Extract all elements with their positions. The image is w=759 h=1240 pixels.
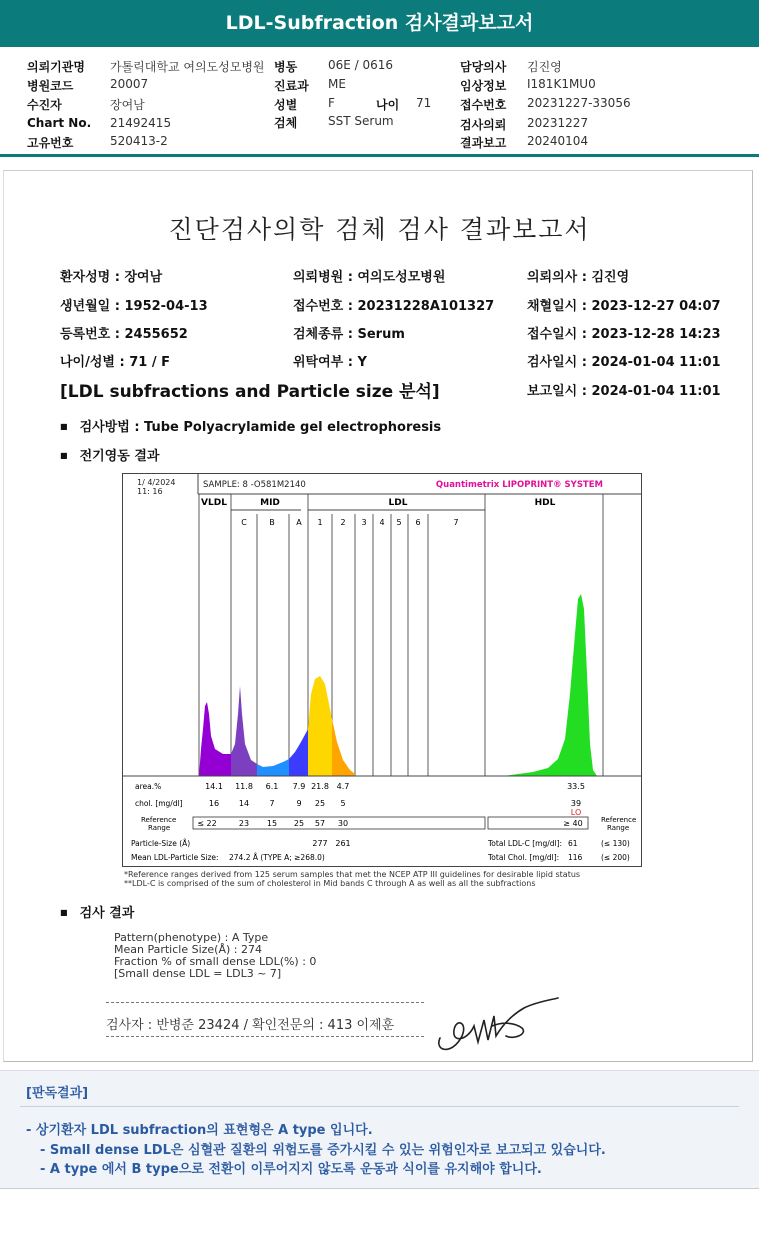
ref-value-vldl: ≤ 22: [197, 819, 217, 828]
result-bullet: [60, 902, 134, 921]
area-value-hdl: 33.5: [567, 782, 585, 791]
area-value-midc: 11.8: [235, 782, 253, 791]
info-received: 접수일시 : 2023-12-28 14:23: [527, 327, 721, 342]
group-ldl: LDL: [388, 498, 408, 508]
band-label-1: 1: [317, 518, 323, 527]
note-line: **LDL-C is comprised of the sum of cholesterol in Mid bands C through A as well as all the subfractions: [124, 879, 536, 888]
info-doctor: 의뢰의사 : 김진영: [527, 270, 630, 285]
chart-sample: SAMPLE: 8 -O581M2140: [203, 480, 306, 490]
group-vldl: VLDL: [201, 498, 227, 508]
band-label-c: C: [241, 518, 247, 527]
ref-value-midc: 23: [238, 819, 250, 828]
header-label: 병원코드: [27, 79, 74, 93]
header-value: 06E / 0616: [328, 58, 394, 72]
method-bullet: [60, 416, 441, 435]
ldl2-peak: [332, 719, 355, 776]
header-label: 담당의사: [460, 60, 507, 74]
band-label-5: 5: [396, 518, 402, 527]
info-patient-name: 환자성명 : 장여남: [60, 270, 163, 285]
header-value: 520413-2: [110, 134, 168, 148]
band-label-b: B: [269, 518, 275, 527]
header-label: 검사의뢰: [460, 118, 507, 132]
page-title: LDL-Subfraction 검사결과보고서: [225, 12, 534, 34]
area-value-midb: 6.1: [265, 782, 279, 791]
result-line: Mean Particle Size(Å) : 274: [114, 943, 262, 956]
chol-value-hdl: 39: [570, 799, 582, 808]
total-chol-ref: (≤ 200): [601, 853, 630, 862]
header-value: SST Serum: [328, 114, 394, 128]
band-label-2: 2: [340, 518, 346, 527]
result-block: [114, 932, 316, 980]
mid-c-peak: [231, 686, 257, 776]
total-ldl-value: 61: [568, 839, 578, 848]
header-value: 장여남: [110, 98, 145, 112]
section-title: [LDL subfractions and Particle size 분석]: [60, 382, 440, 402]
ref-label-right: Reference Range: [601, 816, 637, 832]
header-value: 김진영: [527, 60, 562, 74]
ref-value-ldl1: 57: [314, 819, 326, 828]
judgement-title: [판독결과]: [26, 1086, 89, 1101]
electro-bullet: [60, 445, 159, 464]
document-title: 진단검사의학 검체 검사 결과보고서: [168, 215, 591, 244]
ref-label: Reference Range: [141, 816, 177, 832]
header-label: 접수번호: [460, 98, 507, 112]
total-ldl-ref: (≤ 130): [601, 839, 630, 848]
info-collected: 채혈일시 : 2023-12-27 04:07: [527, 299, 721, 314]
area-value-mida: 7.9: [292, 782, 306, 791]
band-label-7: 7: [453, 518, 459, 527]
info-accession: 접수번호 : 20231228A101327: [293, 299, 495, 314]
chol-value-midb: 7: [269, 799, 275, 808]
header-label: 의뢰기관명: [27, 60, 85, 74]
band-label-a: A: [296, 518, 302, 527]
header-value: 71: [416, 96, 432, 110]
handwritten-signature: [432, 996, 562, 1060]
area-value-ldl2: 4.7: [336, 782, 350, 791]
ref-value-ldl2: 30: [337, 819, 349, 828]
chol-value-vldl: 16: [208, 799, 220, 808]
result-label: 검사 결과: [79, 906, 135, 921]
info-referral: 위탁여부 : Y: [293, 355, 367, 370]
header-label: Chart No.: [27, 116, 92, 130]
header-label: 나이: [376, 98, 400, 112]
particle-size-ldl1: 277: [312, 839, 328, 848]
note-line: *Reference ranges derived from 125 serum samples that met the NCEP ATP III guidelines for desirable lipid status: [124, 870, 581, 879]
chart-notes: [124, 870, 580, 888]
info-reported: 보고일시 : 2024-01-04 11:01: [527, 384, 721, 399]
band-separators: [199, 494, 603, 776]
chol-label: chol. [mg/dl]: [135, 799, 183, 808]
header-value: ME: [328, 77, 346, 91]
group-mid: MID: [260, 498, 280, 508]
info-hospital: 의뢰병원 : 여의도성모병원: [293, 270, 446, 285]
header-label: 고유번호: [27, 136, 74, 150]
signature-divider-top: [106, 1002, 424, 1003]
chol-value-ldl2: 5: [340, 799, 346, 808]
header-value: 20240104: [527, 134, 589, 148]
electrophoresis-svg: [123, 474, 641, 866]
header-label: 수진자: [27, 98, 62, 112]
band-label-4: 4: [379, 518, 385, 527]
lipoprint-chart: [122, 473, 642, 867]
area-value-ldl1: 21.8: [311, 782, 329, 791]
chart-date: 1/ 4/2024: [137, 478, 176, 487]
ref-value-mida: 25: [293, 819, 305, 828]
judgement-line: - A type 에서 B type으로 전환이 이루어지지 않도록 운동과 식이를 유지해야 합니다.: [40, 1162, 542, 1177]
header-value: 20231227-33056: [527, 96, 631, 110]
hdl-peak: [503, 594, 597, 776]
area-value-vldl: 14.1: [205, 782, 223, 791]
header-label: 결과보고: [460, 136, 507, 150]
judgement-line: - 상기환자 LDL subfraction의 표현형은 A type 입니다.: [26, 1123, 373, 1138]
header-label: 검체: [274, 116, 298, 130]
header-value: F: [328, 96, 335, 110]
header-value: I181K1MU0: [527, 77, 596, 91]
method-text: 검사방법 : Tube Polyacrylamide gel electrophoresis: [79, 420, 442, 435]
judgement-divider: [20, 1106, 739, 1107]
header-divider: [0, 154, 759, 157]
header-label: 임상정보: [460, 79, 507, 93]
mid-b-peak: [257, 759, 289, 776]
vldl-peak: [199, 702, 231, 776]
header-info: [0, 48, 759, 152]
header-value: 20007: [110, 77, 149, 91]
report-title-bar: [0, 0, 759, 47]
header-value: 21492415: [110, 116, 172, 130]
total-ldl-label: Total LDL-C [mg/dl]:: [488, 839, 563, 848]
chart-system: Quantimetrix LIPOPRINT® SYSTEM: [435, 480, 603, 490]
total-chol-value: 116: [568, 853, 583, 862]
band-label-6: 6: [415, 518, 421, 527]
group-hdl: HDL: [534, 498, 556, 508]
result-line: Pattern(phenotype) : A Type: [114, 931, 269, 944]
header-label: 진료과: [274, 79, 309, 93]
band-label-3: 3: [361, 518, 367, 527]
header-value: 가톨릭대학교 여의도성모병원: [110, 60, 265, 74]
judgement-line: - Small dense LDL은 심혈관 질환의 위험도를 증가시킬 수 있는 위험인자로 보고되고 있습니다.: [40, 1143, 606, 1158]
result-line: [Small dense LDL = LDL3 ~ 7]: [114, 967, 282, 980]
particle-size-ldl2: 261: [335, 839, 351, 848]
result-line: Fraction % of small dense LDL(%) : 0: [114, 955, 317, 968]
mean-size-value: 274.2 Å (TYPE A; ≥268.0): [229, 853, 325, 862]
bottom-divider: [0, 1188, 759, 1189]
total-chol-label: Total Chol. [mg/dl]:: [488, 853, 560, 862]
ref-value-midb: 15: [266, 819, 278, 828]
info-age-sex: 나이/성별 : 71 / F: [60, 355, 171, 370]
header-value: 20231227: [527, 116, 589, 130]
mid-a-peak: [289, 729, 308, 776]
chart-time: 11: 16: [137, 487, 163, 496]
chol-value-ldl1: 25: [314, 799, 326, 808]
chol-value-mida: 9: [296, 799, 302, 808]
ref-value-hdl: ≥ 40: [563, 819, 583, 828]
header-label: 성별: [274, 98, 298, 112]
ldl1-peak: [308, 676, 332, 776]
mean-size-label: Mean LDL-Particle Size:: [131, 853, 219, 862]
header-label: 병동: [274, 60, 298, 74]
area-label: area.%: [135, 782, 162, 791]
signature-divider-bottom: [106, 1036, 424, 1037]
info-specimen: 검체종류 : Serum: [293, 327, 405, 342]
particle-size-label: Particle-Size (Å): [131, 839, 191, 848]
chol-value-midc: 14: [238, 799, 250, 808]
signature-line: 검사자 : 반병준 23424 / 확인전문의 : 413 이제훈: [106, 1018, 395, 1033]
chol-hdl-flag: LO: [570, 808, 582, 817]
info-registration: 등록번호 : 2455652: [60, 327, 188, 342]
info-birth: 생년월일 : 1952-04-13: [60, 299, 208, 314]
info-tested: 검사일시 : 2024-01-04 11:01: [527, 355, 721, 370]
electro-label: 전기영동 결과: [79, 449, 160, 464]
